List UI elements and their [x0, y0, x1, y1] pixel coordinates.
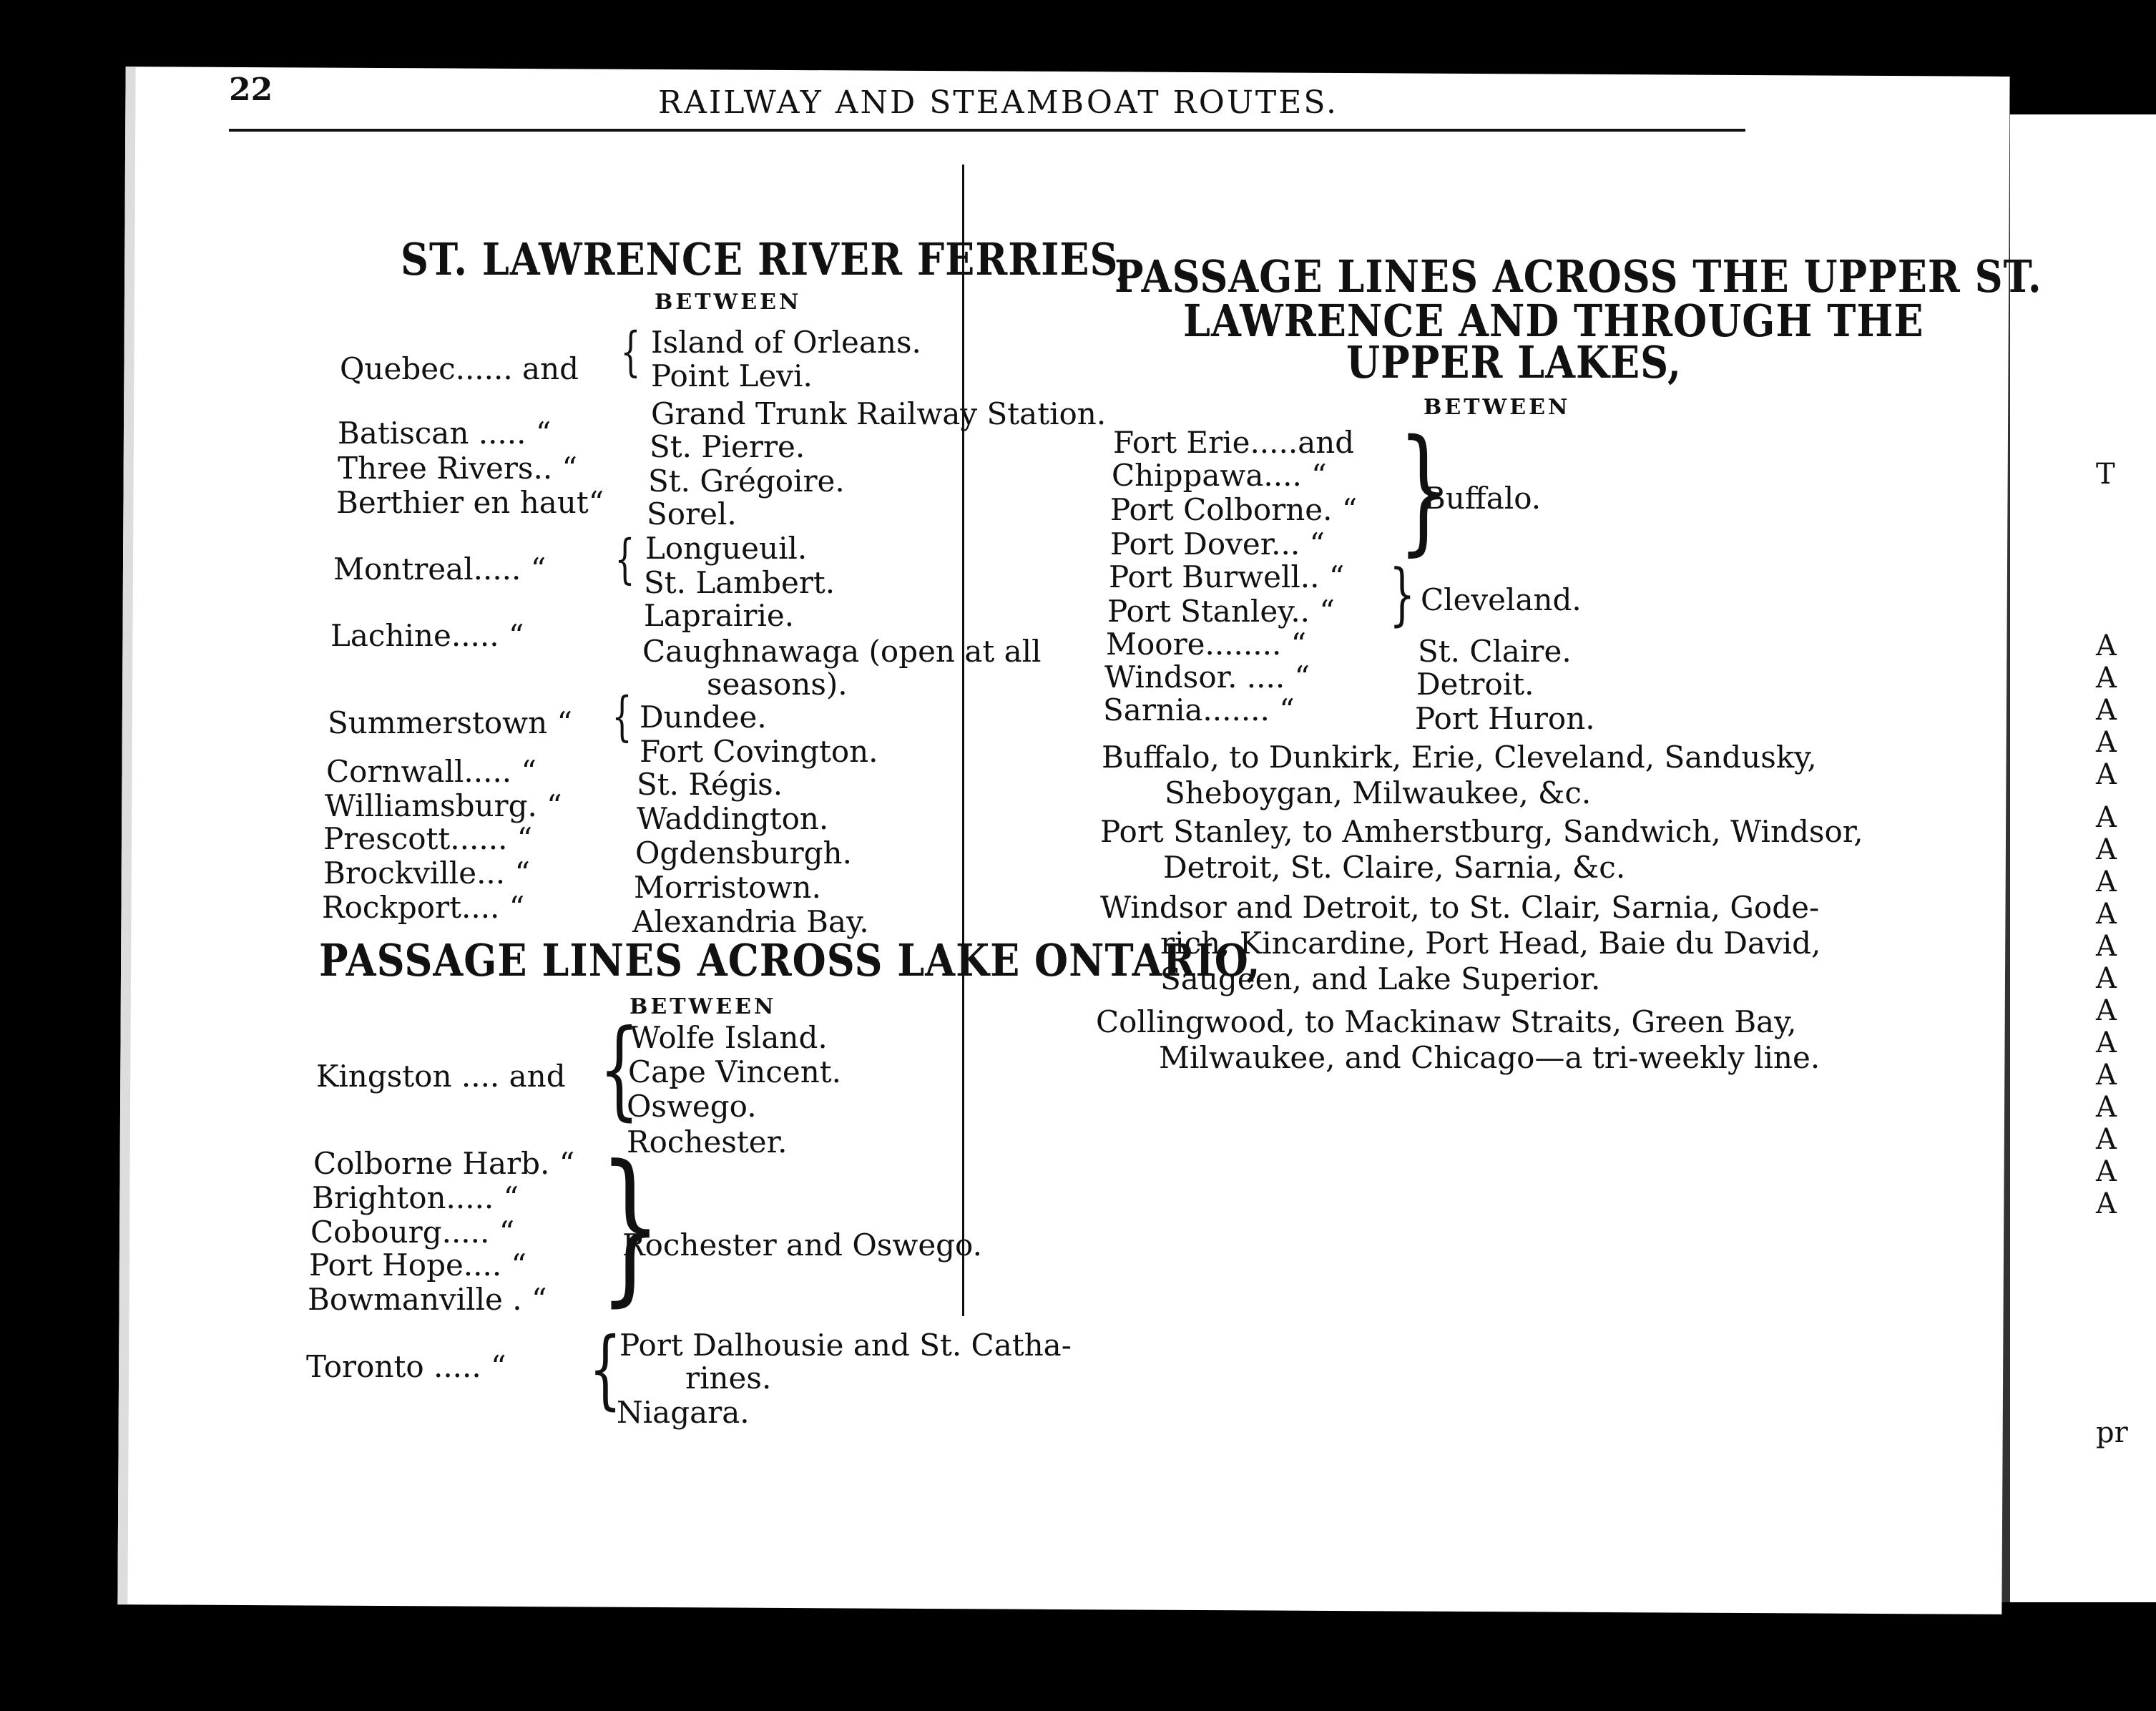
route-paragraph: Buffalo, to Dunkirk, Erie, Cleveland, Sandusky,	[1102, 740, 1817, 775]
route-paragraph: Port Stanley, to Amherstburg, Sandwich, Windsor,	[1100, 814, 1863, 849]
dest: St. Grégoire.	[648, 464, 845, 499]
origin-quebec: Quebec...... and	[340, 351, 579, 386]
dest: Sorel.	[647, 496, 737, 531]
dest: Longueuil.	[645, 531, 808, 566]
origin-montreal: Montreal..... “	[333, 551, 547, 587]
origin-windsor: Windsor. .... “	[1104, 660, 1310, 695]
origin-lachine: Lachine..... “	[330, 618, 524, 653]
origin-kingston: Kingston .... and	[316, 1059, 566, 1094]
facing-page-letter: A	[2096, 962, 2117, 995]
dest: Rochester and Oswego.	[622, 1227, 982, 1263]
origin-brighton: Brighton..... “	[312, 1180, 519, 1215]
route-paragraph: Collingwood, to Mackinaw Straits, Green Bay,	[1096, 1004, 1797, 1039]
origin-port-colborne: Port Colborne. “	[1110, 492, 1358, 527]
origin-port-stanley: Port Stanley.. “	[1107, 594, 1335, 629]
upper-between: BETWEEN	[1424, 395, 1571, 420]
origin-bowmanville: Bowmanville . “	[308, 1282, 547, 1317]
route-paragraph: Saugeen, and Lake Superior.	[1160, 961, 1601, 996]
dest: Port Huron.	[1415, 701, 1595, 736]
origin-toronto: Toronto ..... “	[306, 1349, 506, 1384]
dest-cleveland: Cleveland.	[1421, 582, 1582, 617]
facing-page-letter: T	[2096, 458, 2115, 491]
route-paragraph: Milwaukee, and Chicago—a tri-weekly line.	[1159, 1040, 1821, 1075]
brace: {	[614, 529, 635, 590]
header-rule	[229, 129, 1745, 132]
brace: {	[612, 686, 632, 747]
dest: rines.	[685, 1361, 772, 1396]
facing-page-letter: A	[2096, 1123, 2117, 1156]
brace: {	[589, 1320, 622, 1419]
facing-page-letter: A	[2096, 930, 2117, 963]
origin-colborne: Colborne Harb. “	[313, 1146, 575, 1181]
origin-batiscan: Batiscan ..... “	[338, 416, 552, 451]
origin-sarnia: Sarnia....... “	[1103, 692, 1295, 727]
dest: St. Régis.	[637, 767, 783, 802]
dest: Port Dalhousie and St. Catha-	[619, 1328, 1072, 1363]
facing-page-letter: A	[2096, 662, 2117, 695]
dest: Waddington.	[637, 801, 829, 836]
facing-page-letter: A	[2096, 629, 2117, 662]
brace: {	[620, 321, 641, 383]
dest: St. Lambert.	[644, 565, 836, 600]
dest: Morristown.	[634, 870, 821, 905]
dest: Fort Covington.	[640, 734, 878, 769]
upper-title-2: LAWRENCE AND THROUGH THE	[1183, 294, 1924, 347]
facing-page	[2003, 114, 2156, 1602]
ontario-between: BETWEEN	[629, 994, 777, 1019]
dest: Laprairie.	[644, 598, 795, 633]
origin-three-rivers: Three Rivers.. “	[338, 451, 577, 486]
dest: St. Pierre.	[650, 429, 805, 464]
origin-fort-erie: Fort Erie.....and	[1113, 425, 1355, 460]
origin-berthier: Berthier en haut“	[336, 485, 604, 520]
dest: Wolfe Island.	[629, 1020, 828, 1055]
route-paragraph: rich, Kincardine, Port Head, Baie du David,	[1160, 926, 1821, 961]
brace: }	[1398, 411, 1450, 569]
dest: Rochester.	[627, 1124, 788, 1160]
dest: Ogdensburgh.	[635, 835, 852, 871]
ontario-title: PASSAGE LINES ACROSS LAKE ONTARIO,	[319, 933, 1261, 986]
origin-prescott: Prescott...... “	[323, 821, 533, 856]
brace: {	[599, 1007, 640, 1132]
facing-page-letter: A	[2096, 1091, 2117, 1124]
dest: Oswego.	[627, 1089, 757, 1124]
brace: }	[1389, 555, 1416, 634]
dest: Alexandria Bay.	[632, 904, 869, 939]
origin-cornwall: Cornwall..... “	[326, 754, 536, 789]
route-paragraph: Detroit, St. Claire, Sarnia, &c.	[1163, 850, 1626, 885]
facing-page-letter: A	[2096, 833, 2117, 866]
origin-port-burwell: Port Burwell.. “	[1109, 559, 1345, 594]
route-paragraph: Windsor and Detroit, to St. Clair, Sarnia, Gode-	[1100, 890, 1820, 925]
facing-page-letter: A	[2096, 898, 2117, 931]
facing-page-letter: A	[2096, 1026, 2117, 1059]
origin-port-hope: Port Hope.... “	[309, 1247, 527, 1283]
facing-page-letter: A	[2096, 1187, 2117, 1220]
brace: }	[599, 1131, 662, 1322]
facing-page-letter: A	[2096, 801, 2117, 834]
origin-brockville: Brockville... “	[323, 856, 530, 891]
dest-buffalo: Buffalo.	[1424, 481, 1542, 516]
origin-moore: Moore........ “	[1106, 627, 1307, 662]
ferries-title: ST. LAWRENCE RIVER FERRIES,	[401, 232, 1132, 285]
origin-summerstown: Summerstown “	[328, 705, 572, 740]
dest: Niagara.	[617, 1395, 750, 1430]
page-number: 22	[229, 72, 273, 108]
dest: Grand Trunk Railway Station.	[651, 396, 1107, 431]
column-divider	[962, 165, 964, 1316]
dest: Caughnawaga (open at all	[642, 634, 1042, 669]
dest: Point Levi.	[651, 358, 813, 393]
running-title: RAILWAY AND STEAMBOAT ROUTES.	[658, 84, 1338, 121]
origin-chippawa: Chippawa.... “	[1112, 458, 1327, 493]
facing-page-letter: A	[2096, 694, 2117, 727]
dest: Cape Vincent.	[628, 1054, 841, 1089]
ferries-between: BETWEEN	[655, 290, 802, 315]
route-paragraph: Sheboygan, Milwaukee, &c.	[1165, 775, 1592, 810]
upper-title-1: PASSAGE LINES ACROSS THE UPPER ST.	[1114, 250, 2042, 303]
facing-page-letter: A	[2096, 994, 2117, 1027]
facing-page-letter: A	[2096, 1059, 2117, 1092]
dest: Dundee.	[640, 700, 767, 735]
facing-page-letter: A	[2096, 1155, 2117, 1188]
origin-williamsburg: Williamsburg. “	[325, 788, 562, 823]
upper-title-3: UPPER LAKES,	[1346, 335, 1682, 388]
origin-rockport: Rockport.... “	[322, 890, 525, 925]
facing-page-letter: A	[2096, 758, 2117, 791]
facing-page-fragment: pr	[2096, 1416, 2128, 1449]
origin-port-dover: Port Dover... “	[1110, 526, 1326, 562]
origin-cobourg: Cobourg..... “	[310, 1215, 515, 1250]
dest: seasons).	[707, 667, 848, 702]
dest: Island of Orleans.	[651, 325, 921, 360]
dest: Detroit.	[1416, 667, 1534, 702]
facing-page-letter: A	[2096, 726, 2117, 759]
facing-page-letter: A	[2096, 866, 2117, 898]
dest: St. Claire.	[1418, 634, 1572, 669]
